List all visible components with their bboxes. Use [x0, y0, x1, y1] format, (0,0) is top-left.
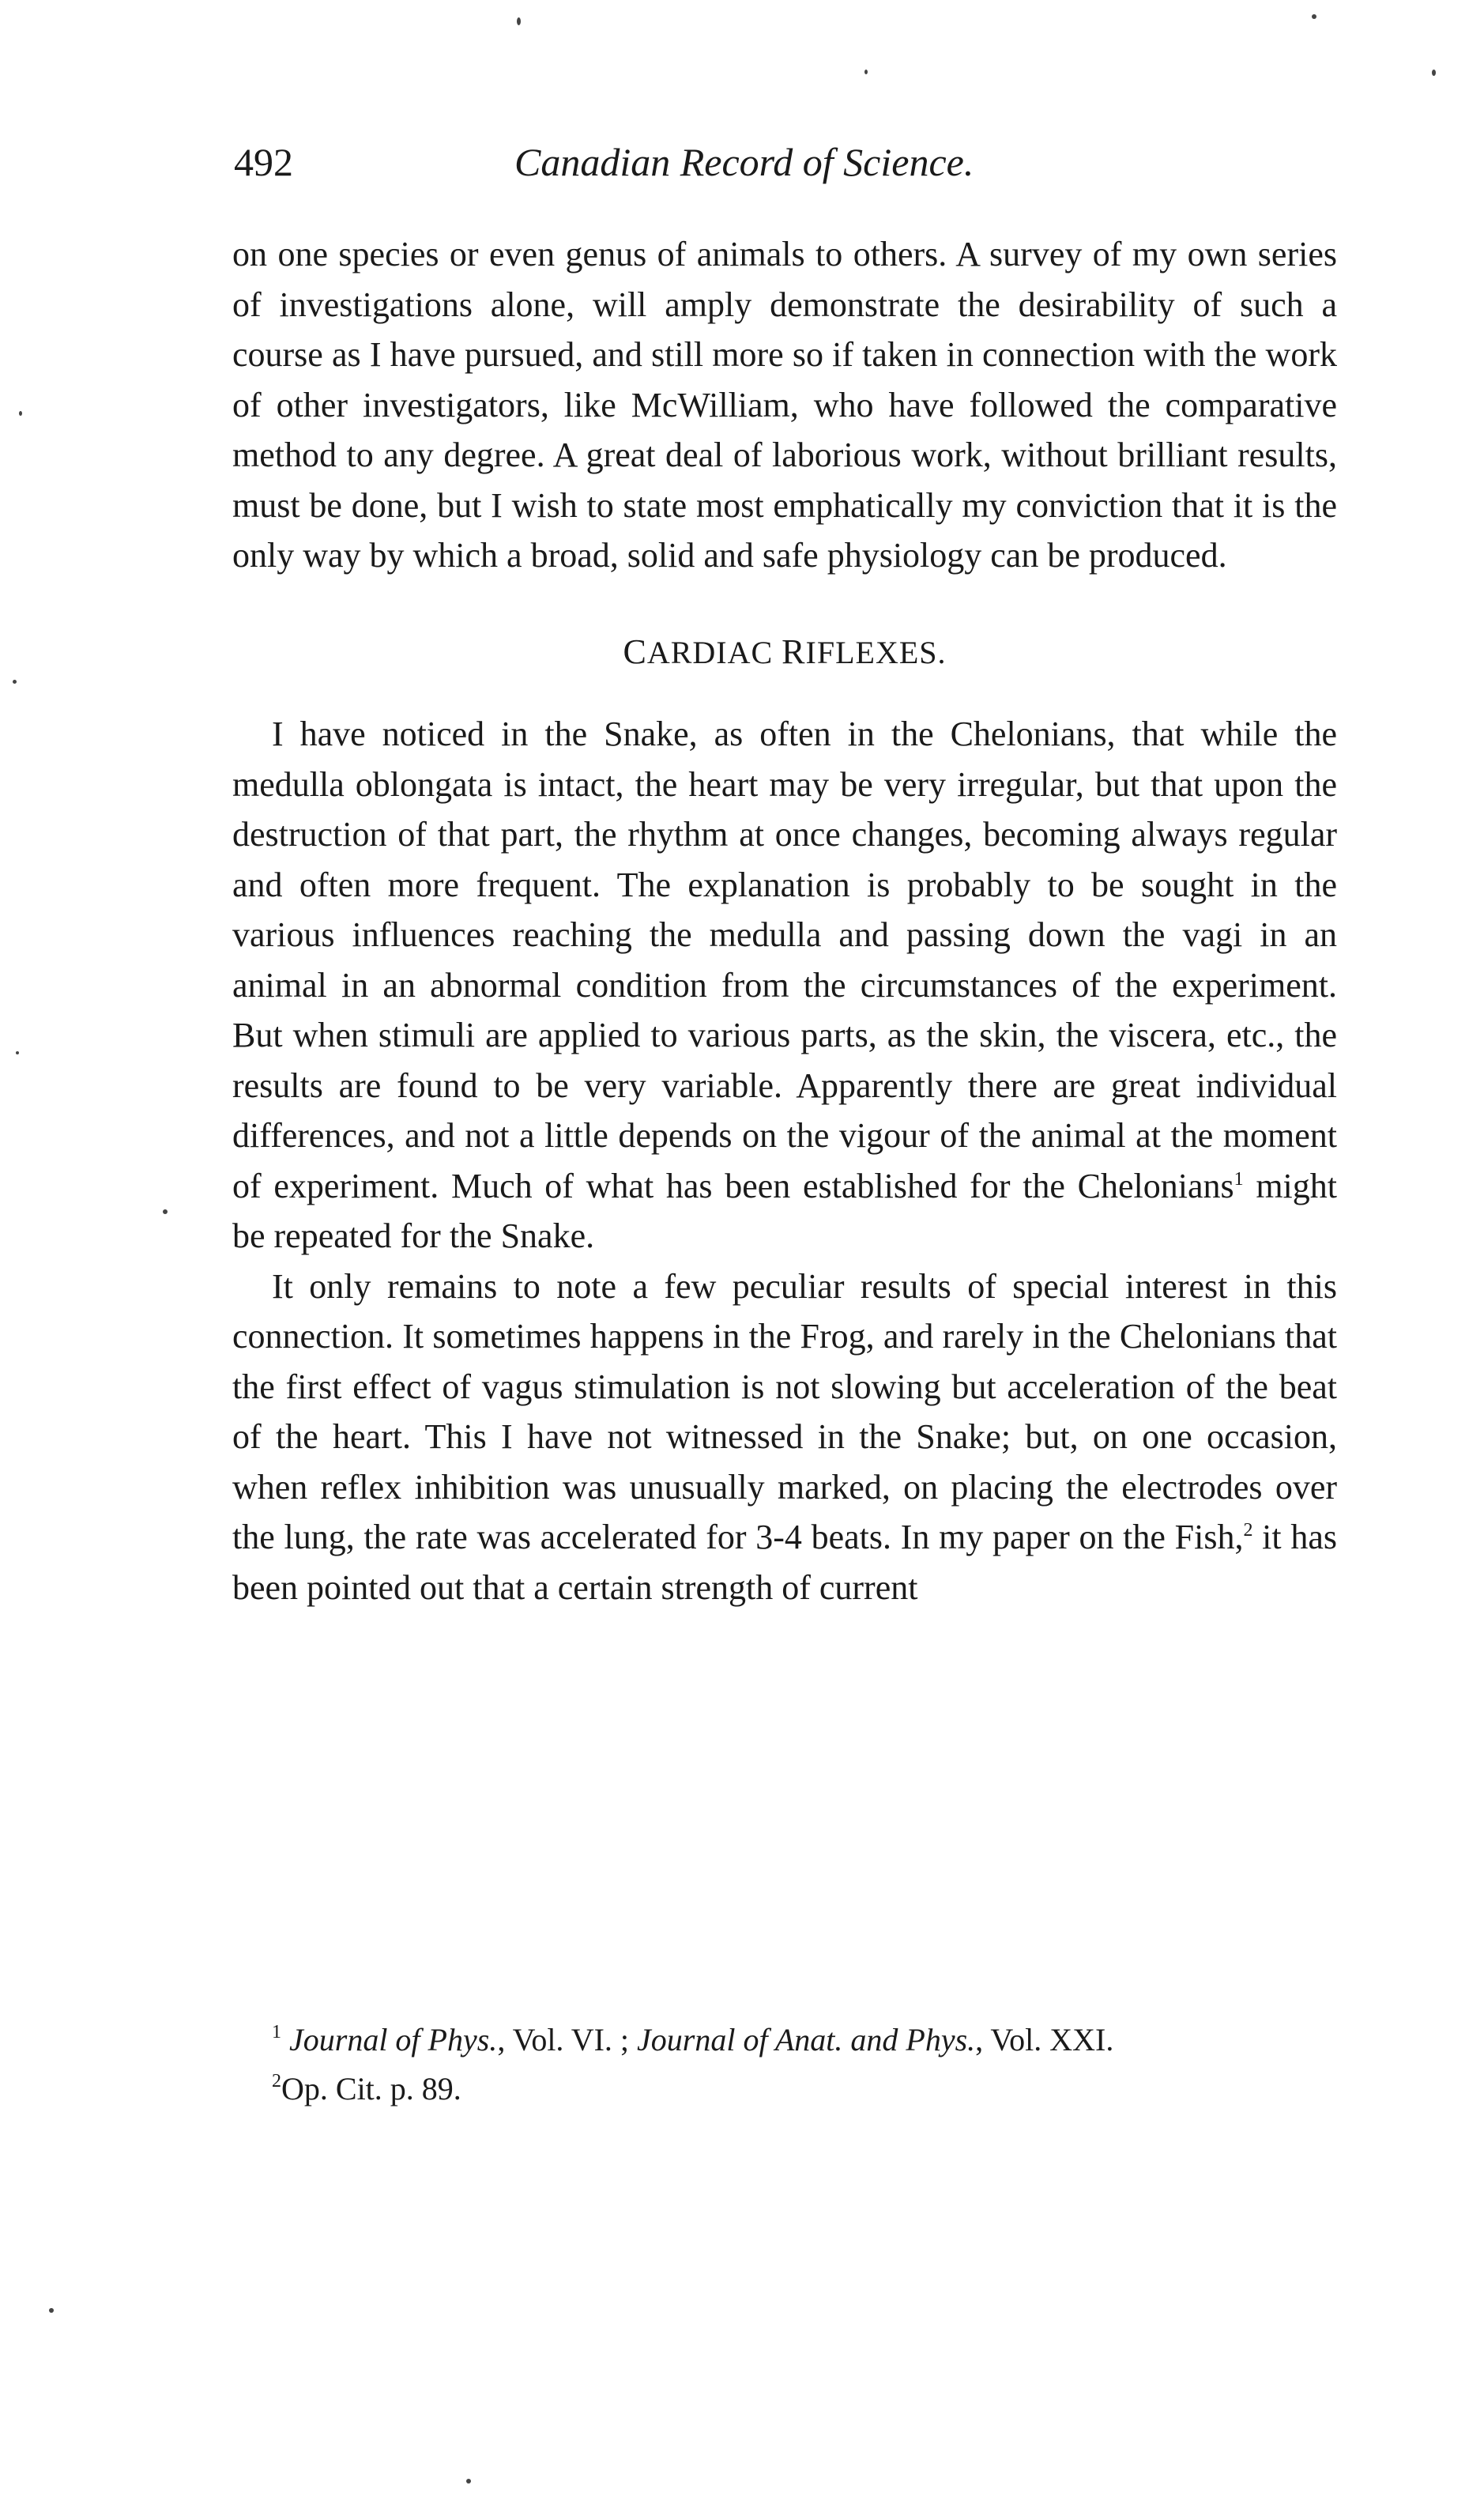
scan-speck — [1312, 14, 1316, 19]
paragraph-peculiar-results: It only remains to note a few peculiar results of special interest in this connection. It sometimes happens in the Frog, and rarely in the Chelonians that the first effect of vagus stimulation is not slowing but acceleration of the beat of the heart. This I have not witnessed in the Snake; but, on one occasion, when reflex inhibition was unusually marked, on placing the electrodes over the lung, the rate was accelerated for 3-4 beats. In my paper on the Fish,$^2$ it has been pointed out that a certain strength of current — [232, 1266, 1337, 1607]
scan-speck — [13, 680, 17, 684]
paragraph-cardiac-reflexes: I have noticed in the Snake, as often in the Chelonians, that while the medulla oblongata is intact, the heart may be very irregular, but that upon the destruction of that part, the rhythm at once changes, becoming always regular and often more frequent. The explanation is probably to be sought in the various influences reaching the medulla and passing down the vagi in an animal in an abnormal condition from the circumstances of the experiment. But when stimuli are applied to various parts, as the skin, the viscera, etc., the results are found to be very variable. Apparently there are great individual differences, and not a little depends on the vigour of the animal at the moment of experiment. Much of what has been established for the Chelonians$^1$ might be repeated for the Snake. — [232, 715, 1337, 1255]
running-title: Canadian Record of Science. — [514, 140, 974, 184]
section-heading: CARDIAC RIFLEXES. — [623, 632, 947, 671]
page-number: 492 — [234, 140, 293, 184]
paragraph-continuation: on one species or even genus of animals to others. A survey of my own series of investigations alone, will amply demonstrate the desirability of such a course as I have pursued, and still more so if taken in connection with the work of other investigators, like McWilliam, who have followed the comparative method to any degree. A great deal of laborious work, without brilliant results, must be done, but I wish to state most emphatically my conviction that it is the only way by which a broad, solid and safe physiology can be produced. — [232, 235, 1337, 575]
scan-speck — [19, 411, 22, 416]
scan-speck — [466, 2479, 471, 2484]
footnote-ref-2: 2 — [1243, 1520, 1253, 1541]
footnotes — [232, 2016, 1337, 2114]
footnote-1: $^1$ Journal of Phys., Vol. VI. ; Journal of Anat. and Phys., Vol. XXI. — [272, 2022, 1114, 2057]
page-header — [234, 139, 1340, 202]
scan-speck — [163, 1209, 168, 1214]
scan-speck — [517, 17, 521, 25]
scan-speck — [16, 1051, 19, 1054]
footnote-2: $^2$Op. Cit. p. 89. — [272, 2071, 461, 2106]
footnote-ref-1: 1 — [1234, 1168, 1244, 1190]
scan-speck — [864, 70, 868, 74]
scan-speck — [49, 2308, 54, 2313]
body-text — [232, 229, 1337, 1612]
scan-speck — [1432, 70, 1436, 76]
